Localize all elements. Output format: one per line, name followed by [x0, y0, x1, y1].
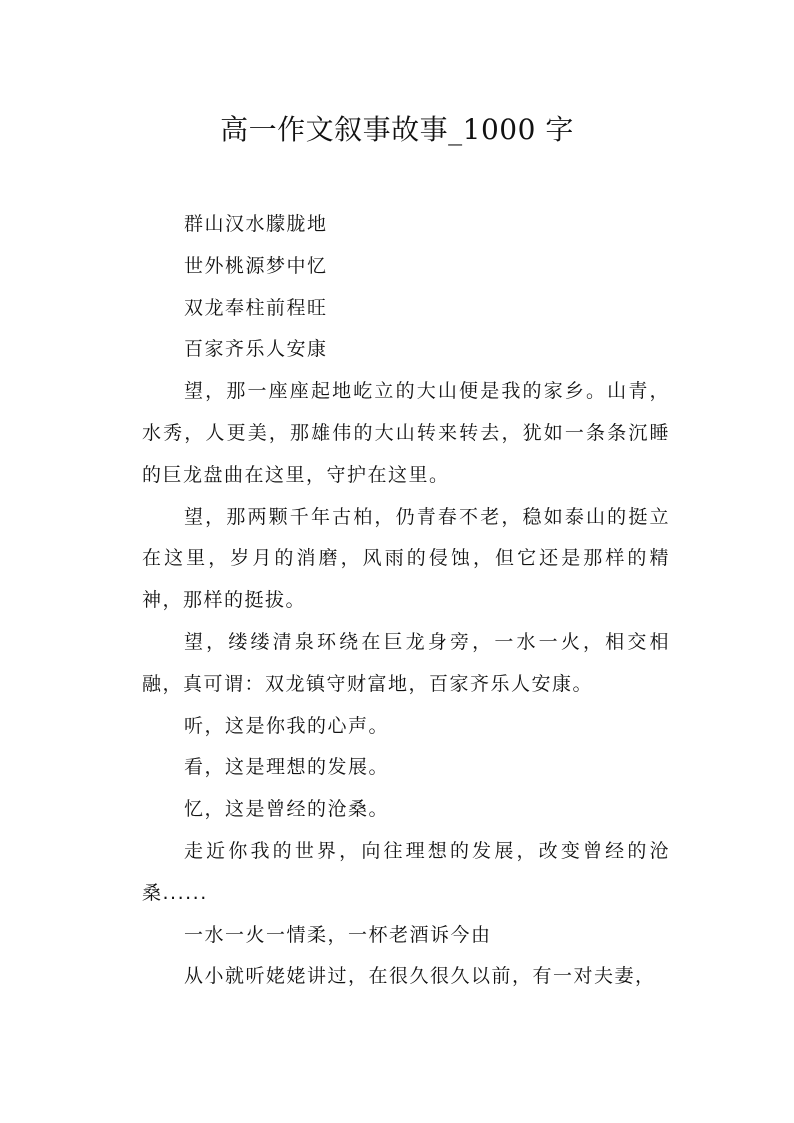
poem-line: 双龙奉柱前程旺: [184, 296, 328, 319]
paragraph: 忆，这是曾经的沧桑。: [184, 798, 390, 821]
paragraph: 听，这是你我的心声。: [184, 714, 390, 737]
paragraph: 走近你我的世界，向往理想的发展，改变曾经的沧桑......: [142, 839, 670, 904]
poem-line: 世外桃源梦中忆: [184, 254, 328, 277]
paragraph: 望，那两颗千年古柏，仍青春不老，稳如泰山的挺立在这里，岁月的消磨，风雨的侵蚀，但它还是那样的精神，那样的挺拔。: [142, 505, 670, 612]
poem-line: 百家齐乐人安康: [184, 338, 328, 361]
paragraph: 望，那一座座起地屹立的大山便是我的家乡。山青，水秀，人更美，那雄伟的大山转来转去，犹如一条条沉睡的巨龙盘曲在这里，守护在这里。: [142, 380, 670, 486]
paragraph: 望，缕缕清泉环绕在巨龙身旁，一水一火，相交相融，真可谓：双龙镇守财富地，百家齐乐人安康。: [142, 630, 670, 695]
poem-line: 群山汉水朦胧地: [184, 213, 328, 235]
document-title: 高一作文叙事故事_1000 字: [220, 113, 574, 146]
paragraph: 从小就听姥姥讲过，在很久很久以前，有一对夫妻，: [184, 965, 656, 988]
document-body: [142, 204, 670, 998]
paragraph: 看，这是理想的发展。: [184, 756, 390, 779]
section-heading-line: 一水一火一情柔，一杯老酒诉今由: [184, 923, 492, 946]
